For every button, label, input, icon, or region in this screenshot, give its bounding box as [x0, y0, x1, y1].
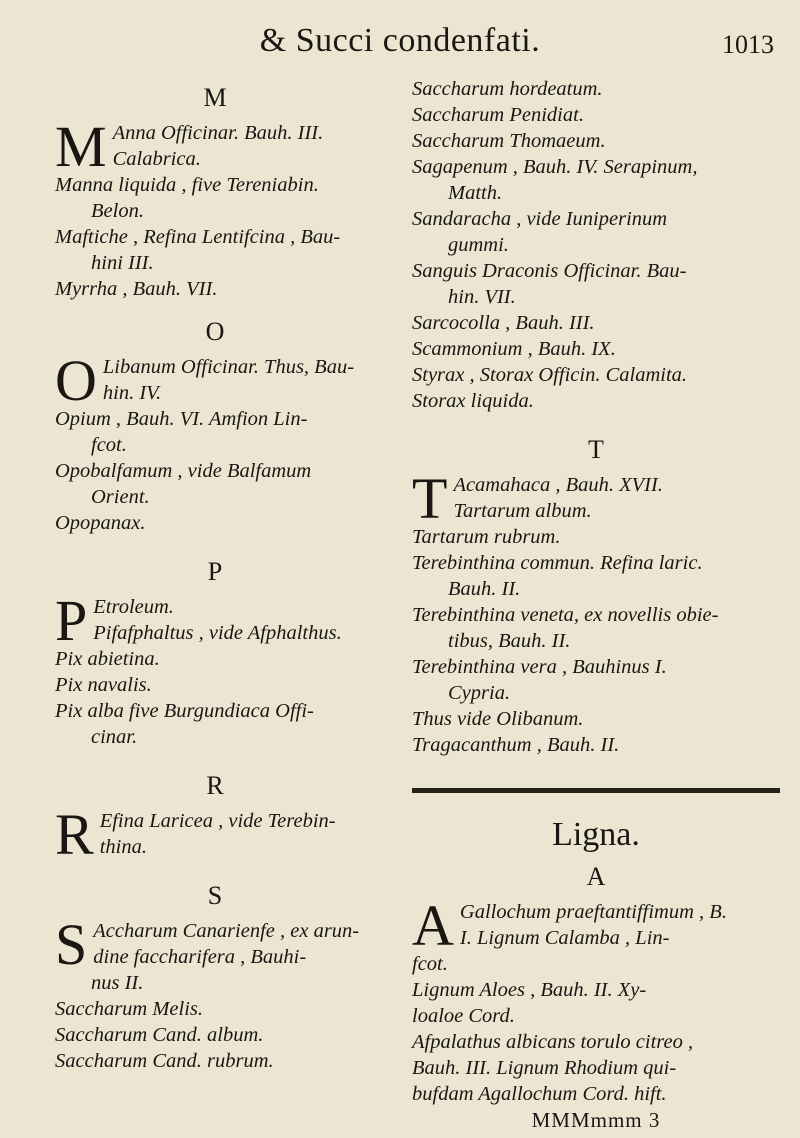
section-letter-a: A: [586, 862, 606, 891]
entry-line: Maftiche , Refina Lentifcina , Bau-: [55, 226, 341, 248]
entry-line: Afpalathus albicans torulo citreo ,: [412, 1031, 694, 1053]
entry-line: dine faccharifera , Bauhi-: [93, 946, 307, 968]
entry-line: tibus, Bauh. II.: [448, 630, 571, 652]
section-letter-p: P: [207, 557, 223, 586]
drop-cap-r: R: [55, 802, 94, 867]
section-divider-rule: [412, 788, 780, 793]
entry-line: Terebinthina commun. Refina laric.: [412, 552, 703, 574]
section-letter-s: S: [207, 881, 223, 910]
entry-line: Calabrica.: [112, 148, 201, 170]
entry-agallochum: [412, 893, 780, 958]
entry-line: Saccharum Penidiat.: [412, 104, 584, 126]
entry-line: Myrrha , Bauh. VII.: [55, 278, 218, 300]
entry-line: Tartarum album.: [453, 500, 592, 522]
drop-cap-p: P: [55, 588, 88, 653]
entry-line: Matth.: [448, 182, 503, 204]
entry-line: I. Lignum Calamba , Lin-: [459, 927, 670, 949]
entry-line: Etroleum.: [93, 596, 174, 618]
section-letter-r: R: [206, 771, 224, 800]
entry-line: loaloe Cord.: [412, 1005, 515, 1027]
entry-line: thina.: [99, 836, 147, 858]
entry-line: Acamahaca , Bauh. XVII.: [453, 474, 663, 496]
drop-cap-t: T: [412, 466, 448, 531]
entry-line: bufdam Agallochum Cord. hift.: [412, 1083, 667, 1105]
entry-line: Terebinthina veneta, ex novellis obie-: [412, 604, 719, 626]
entry-line: Opium , Bauh. VI. Amfion Lin-: [55, 408, 308, 430]
entry-petroleum: [55, 588, 375, 653]
entry-line: Gallochum praeftantiffimum , B.: [459, 901, 727, 923]
entry-line: Manna liquida , five Tereniabin.: [55, 174, 319, 196]
running-head: & Succi condenfati.: [259, 22, 541, 59]
section-letter-o: O: [205, 317, 225, 346]
entry-line: Libanum Officinar. Thus, Bau-: [102, 356, 355, 378]
entry-line: Efina Laricea , vide Terebin-: [99, 810, 336, 832]
entry-line: Thus vide Olibanum.: [412, 708, 584, 730]
entry-line: Saccharum Melis.: [55, 998, 204, 1020]
entry-line: Bauh. II.: [448, 578, 521, 600]
entry-line: nus II.: [91, 972, 144, 994]
entry-line: Tragacanthum , Bauh. II.: [412, 734, 620, 756]
entry-line: fcot.: [412, 953, 448, 975]
entry-line: Tartarum rubrum.: [412, 526, 561, 548]
section-letter-t: T: [588, 435, 604, 464]
entry-saccharum-canariense: [55, 912, 375, 977]
entry-line: Pix abietina.: [55, 648, 160, 670]
entry-line: fcot.: [91, 434, 127, 456]
entry-line: Lignum Aloes , Bauh. II. Xy-: [412, 979, 647, 1001]
entry-line: Belon.: [91, 200, 144, 222]
entry-line: hini III.: [91, 252, 154, 274]
entry-line: Pifafphaltus , vide Afphalthus.: [93, 622, 342, 644]
entry-line: Bauh. III. Lignum Rhodium qui-: [412, 1057, 677, 1079]
entry-line: hin. VII.: [448, 286, 516, 308]
entry-resina-laricea: [55, 802, 375, 867]
right-column: [412, 76, 780, 1133]
entry-line: Sagapenum , Bauh. IV. Serapinum,: [412, 156, 698, 178]
entry-line: Saccharum Thomaeum.: [412, 130, 606, 152]
entry-line: Accharum Canarienfe , ex arun-: [93, 920, 360, 942]
entry-line: Saccharum Cand. rubrum.: [55, 1050, 274, 1072]
section-title-ligna: Ligna.: [552, 816, 640, 853]
signature-catchword: MMMmmm 3: [531, 1108, 661, 1132]
entry-line: hin. IV.: [102, 382, 162, 404]
section-letter-m: M: [203, 83, 227, 112]
entry-olibanum: [55, 348, 375, 413]
entry-line: Anna Officinar. Bauh. III.: [112, 122, 324, 144]
entry-line: Sarcocolla , Bauh. III.: [412, 312, 595, 334]
entry-line: Pix navalis.: [55, 674, 152, 696]
page-number: 1013: [722, 30, 774, 59]
entry-line: Sandaracha , vide Iuniperinum: [412, 208, 668, 230]
entry-line: Saccharum Cand. album.: [55, 1024, 264, 1046]
entry-line: Scammonium , Bauh. IX.: [412, 338, 616, 360]
entry-line: Opopanax.: [55, 512, 146, 534]
drop-cap-s: S: [55, 912, 88, 977]
drop-cap-a: A: [412, 893, 454, 958]
entry-line: Styrax , Storax Officin. Calamita.: [412, 364, 688, 386]
left-column: [55, 76, 375, 1074]
entry-line: Orient.: [91, 486, 150, 508]
entry-line: Sanguis Draconis Officinar. Bau-: [412, 260, 687, 282]
entry-line: Cypria.: [448, 682, 511, 704]
drop-cap-m: M: [55, 114, 107, 179]
entry-line: Pix alba five Burgundiaca Offi-: [55, 700, 314, 722]
entry-line: cinar.: [91, 726, 138, 748]
entry-tacamahaca: [412, 466, 780, 531]
entry-line: Opobalfamum , vide Balfamum: [55, 460, 312, 482]
entry-manna-officinar: [55, 114, 375, 179]
entry-line: Storax liquida.: [412, 390, 534, 412]
entry-line: gummi.: [448, 234, 509, 256]
drop-cap-o: O: [55, 348, 97, 413]
entry-line: Terebinthina vera , Bauhinus I.: [412, 656, 667, 678]
entry-line: Saccharum hordeatum.: [412, 78, 603, 100]
